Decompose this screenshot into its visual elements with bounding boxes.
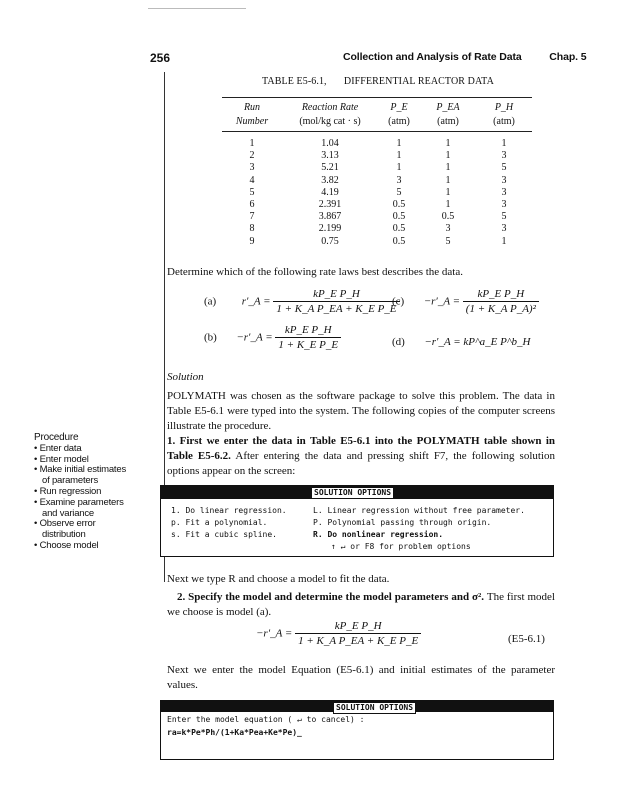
chapter-label: Chap. 5 <box>549 51 587 63</box>
table-cell: 1 <box>445 174 451 186</box>
table-cell: 1 <box>445 150 451 162</box>
sidebar-heading: Procedure <box>34 432 79 443</box>
after-equation-text: Next we enter the model Equation (E5-6.1) and initial estimates of the parameter values. <box>167 664 555 691</box>
rate-law-a: (a) r′_A = $\frac{\text{kP\_E P\_H}}{\text{1 + K\_A P\_EA + K\_E P\_E}}$ <box>204 288 400 316</box>
table-cell: 6 <box>249 199 255 211</box>
table-cell: 8 <box>249 223 255 235</box>
sidebar-item: • Examine parameters and variance <box>34 496 124 519</box>
option-polynomial[interactable]: p. Fit a polynomial. <box>171 518 268 527</box>
table-cell: 2 <box>249 150 255 162</box>
table-cell: 4.19 <box>321 186 339 198</box>
table-cell: 1 <box>445 162 451 174</box>
step2-paragraph: 2. Specify the model and determine the model parameters and σ². The first model we choose is model (a). <box>167 591 555 618</box>
table-row <box>222 132 532 151</box>
option-problem-options[interactable]: ↑ ↵ or F8 for problem options <box>331 542 471 551</box>
solution-paragraph: POLYMATH was chosen as the software package to solve this problem. The data in Table E5-6.1 were typed into the system. The following copies of the computer screens illustrate the procedure. <box>167 390 555 432</box>
bullet-icon: • <box>34 518 40 530</box>
bullet-icon: • <box>34 464 40 476</box>
table-row <box>222 223 532 235</box>
table-cell: 0.5 <box>392 223 406 235</box>
table-row <box>222 175 532 187</box>
th-rate-units: (mol/kg cat · s) <box>282 115 378 132</box>
th-run: Run <box>222 98 282 116</box>
table-row <box>222 150 532 162</box>
table-cell: 0.5 <box>392 235 406 247</box>
data-table <box>222 97 532 248</box>
table-row <box>222 187 532 199</box>
model-equation: −r′_A = $\frac{\text{kP\_E P\_H}}{\text{1 + K\_A P\_EA + K\_E P\_E}}$ <box>256 620 421 648</box>
option-cubic-spline[interactable]: s. Fit a cubic spline. <box>171 530 277 539</box>
option-linear-regression[interactable]: 1. Do linear regression. <box>171 506 287 515</box>
option-nonlinear-regression[interactable]: R. Do nonlinear regression. <box>313 530 444 539</box>
after-screen1-text: Next we type R and choose a model to fit the data. <box>167 573 390 585</box>
table-cell: 3 <box>249 162 255 174</box>
bullet-icon: • <box>34 453 40 465</box>
equation-prompt: Enter the model equation ( ↵ to cancel) : <box>167 715 365 724</box>
table-cell: 3 <box>445 223 451 235</box>
bullet-icon: • <box>34 485 40 497</box>
rate-law-d: (d) −r′_A = kP^a_E P^b_H <box>392 336 531 348</box>
sidebar-item: • Make initial estimates of parameters <box>34 464 126 487</box>
screen1-title: SOLUTION OPTIONS <box>311 487 394 499</box>
page-number: 256 <box>150 51 171 65</box>
option-polynomial-origin[interactable]: P. Polynomial passing through origin. <box>313 518 492 527</box>
table-cell: 1 <box>501 138 507 150</box>
table-cell: 1 <box>501 235 507 247</box>
rate-law-d-label: (d) <box>392 336 405 348</box>
step1-heading: 1. First we enter the data in Table E5-6.1 into the POLYMATH table shown in Table E5-6.2. <box>167 435 555 462</box>
sidebar-item: • Observe error distribution <box>34 518 96 541</box>
option-linear-no-free-param[interactable]: L. Linear regression without free parameter. <box>313 506 525 515</box>
rate-law-c: (c) −r′_A = $\frac{\text{kP\_E P\_H}}{\text{(1 + K\_A P\_A)²}}$ <box>392 288 539 316</box>
table-cell: 3.82 <box>321 174 339 186</box>
th-run-2: Number <box>222 115 282 132</box>
rate-law-c-label: (c) <box>392 295 405 308</box>
table-cell: 0.75 <box>321 235 339 247</box>
running-header <box>343 51 587 63</box>
th-pe: P_E <box>378 98 420 116</box>
th-pe-units: (atm) <box>378 115 420 132</box>
step2-heading: 2. Specify the model and determine the model parameters and σ². <box>177 591 485 603</box>
procedure-sidebar <box>34 433 126 552</box>
equation-tag: (E5-6.1) <box>508 633 545 645</box>
table-row <box>222 162 532 174</box>
sidebar-item: • Run regression <box>34 485 102 497</box>
rate-law-a-label: (a) <box>204 295 217 308</box>
table-cell: 3 <box>501 186 507 198</box>
th-ph: P_H <box>476 98 532 116</box>
top-rule <box>148 8 246 9</box>
th-pea: P_EA <box>420 98 476 116</box>
table-caption: TABLE E5-6.1, DIFFERENTIAL REACTOR DATA <box>262 76 494 87</box>
screen2-title: SOLUTION OPTIONS <box>333 702 416 714</box>
bullet-icon: • <box>34 496 40 508</box>
table-cell: 4 <box>249 174 255 186</box>
table-header-units <box>222 115 532 132</box>
question-text: Determine which of the following rate laws best describes the data. <box>167 266 463 278</box>
th-ph-units: (atm) <box>476 115 532 132</box>
th-pea-units: (atm) <box>420 115 476 132</box>
table-cell: 3.867 <box>318 211 342 223</box>
table-cell: 1 <box>396 162 402 174</box>
table-cell: 5 <box>249 186 255 198</box>
sidebar-list <box>34 444 126 552</box>
table-cell: 0.5 <box>392 199 406 211</box>
sidebar-item: • Choose model <box>34 539 99 551</box>
table-cell: 1 <box>445 199 451 211</box>
table-cell: 5 <box>501 211 507 223</box>
table-cell: 1 <box>445 186 451 198</box>
table-cell: 2.391 <box>318 199 342 211</box>
table-cell: 3.13 <box>321 150 339 162</box>
equation-input[interactable]: ra=k*Pe*Ph/(1+Ka*Pea+Ke*Pe)_ <box>167 728 302 737</box>
table-cell: 5 <box>501 162 507 174</box>
table-cell: 1 <box>396 138 402 150</box>
step1-paragraph: 1. First we enter the data in Table E5-6.1 into the POLYMATH table shown in Table E5-6.2. After entering the data and pressing shift F7, the following solution options appear on the screen: <box>167 435 555 477</box>
running-title: Collection and Analysis of Rate Data <box>343 51 522 63</box>
table-cell: 9 <box>249 235 255 247</box>
table-header-row <box>222 98 532 116</box>
solution-options-screen <box>160 485 554 557</box>
table-cell: 1 <box>249 138 255 150</box>
rate-law-b-label: (b) <box>204 331 217 344</box>
table-cell: 2.199 <box>318 223 342 235</box>
table-cell: 0.5 <box>441 211 455 223</box>
rate-law-b: (b) −r′_A = $\frac{\text{kP\_E P\_H}}{\text{1 + K\_E P\_E}}$ <box>204 324 341 352</box>
table-cell: 0.5 <box>392 211 406 223</box>
table-cell: 5 <box>396 186 402 198</box>
bullet-icon: • <box>34 442 40 454</box>
table-cell: 3 <box>501 150 507 162</box>
table-body <box>222 132 532 248</box>
table-cell: 3 <box>501 199 507 211</box>
table-cell: 7 <box>249 211 255 223</box>
table-cell: 5 <box>445 235 451 247</box>
sidebar-item: • Enter model <box>34 453 89 465</box>
table-cell: 1 <box>445 138 451 150</box>
table-row <box>222 236 532 248</box>
table-cell: 3 <box>396 174 402 186</box>
table-cell: 1 <box>396 150 402 162</box>
model-equation-screen <box>160 700 554 760</box>
table-cell: 3 <box>501 174 507 186</box>
table-cell: 3 <box>501 223 507 235</box>
sidebar-item: • Enter data <box>34 442 82 454</box>
th-rate: Reaction Rate <box>282 98 378 116</box>
table-caption-title: DIFFERENTIAL REACTOR DATA <box>343 76 494 87</box>
table-cell: 1.04 <box>321 138 339 150</box>
table-row <box>222 199 532 211</box>
solution-heading: Solution <box>167 371 204 383</box>
bullet-icon: • <box>34 539 40 551</box>
table-cell: 5.21 <box>321 162 339 174</box>
table-row <box>222 211 532 223</box>
